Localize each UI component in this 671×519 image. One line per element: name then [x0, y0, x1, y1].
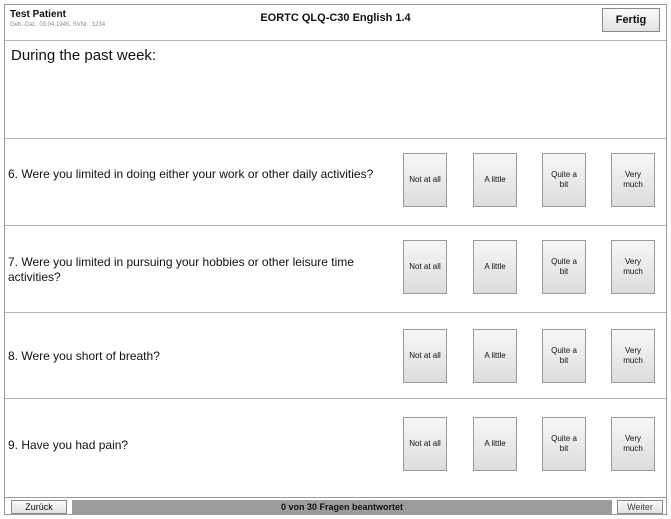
option-a-little[interactable]: A little	[473, 417, 517, 471]
finish-button[interactable]: Fertig	[602, 8, 660, 32]
option-very-much[interactable]: Very much	[611, 240, 655, 294]
option-a-little[interactable]: A little	[473, 153, 517, 207]
option-very-much[interactable]: Very much	[611, 329, 655, 383]
option-not-at-all[interactable]: Not at all	[403, 417, 447, 471]
option-very-much[interactable]: Very much	[611, 153, 655, 207]
option-quite-a-bit[interactable]: Quite a bit	[542, 417, 586, 471]
header-bar	[5, 5, 666, 41]
question-row	[5, 138, 666, 225]
patient-info: Geb.-Dat.: 03.04.1945, SVNr.: 1234	[10, 22, 106, 28]
question-text: 8. Were you short of breath?	[8, 349, 160, 363]
patient-name: Test Patient	[10, 9, 66, 20]
question-row	[5, 312, 666, 398]
option-quite-a-bit[interactable]: Quite a bit	[542, 240, 586, 294]
footer-bar	[5, 497, 666, 514]
option-quite-a-bit[interactable]: Quite a bit	[542, 329, 586, 383]
back-button[interactable]: Zurück	[11, 500, 67, 514]
option-very-much[interactable]: Very much	[611, 417, 655, 471]
option-a-little[interactable]: A little	[473, 240, 517, 294]
progress-status: 0 von 30 Fragen beantwortet	[72, 500, 612, 514]
intro-text: During the past week:	[11, 47, 157, 64]
question-text: 7. Were you limited in pursuing your hobbies or other leisure time activities?	[8, 255, 354, 284]
next-button[interactable]: Weiter	[617, 500, 663, 514]
option-quite-a-bit[interactable]: Quite a bit	[542, 153, 586, 207]
question-text: 6. Were you limited in doing either your work or other daily activities?	[8, 167, 374, 181]
option-not-at-all[interactable]: Not at all	[403, 329, 447, 383]
questionnaire-window	[4, 4, 667, 515]
option-not-at-all[interactable]: Not at all	[403, 153, 447, 207]
question-text: 9. Have you had pain?	[8, 438, 129, 452]
form-title: EORTC QLQ-C30 English 1.4	[260, 12, 411, 24]
option-not-at-all[interactable]: Not at all	[403, 240, 447, 294]
question-row	[5, 225, 666, 312]
question-row	[5, 398, 666, 497]
option-a-little[interactable]: A little	[473, 329, 517, 383]
